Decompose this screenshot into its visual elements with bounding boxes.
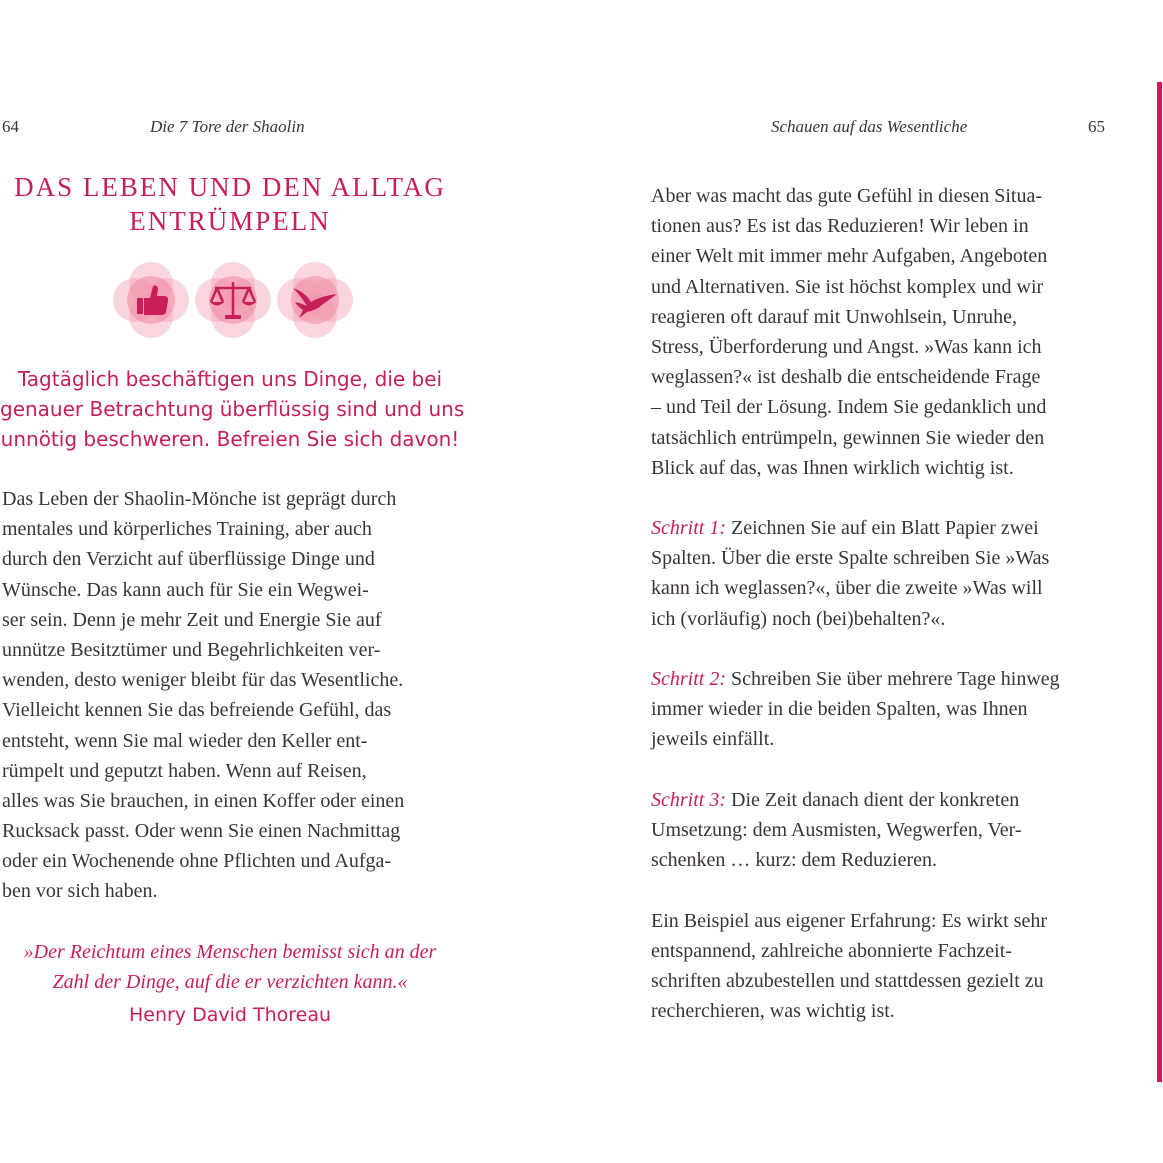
page-edge-accent-bar [1157,82,1162,1082]
step-1-label: Schritt 1: [651,517,726,540]
body-line: einer Welt mit immer mehr Aufgaben, Angeboten [651,245,1048,268]
body-line: mentales und körperliches Training, aber auch [2,518,372,541]
body-line: reagieren oft darauf mit Unwohlsein, Unruhe, [651,305,1017,328]
body-line: Spalten. Über die erste Spalte schreiben Sie »Was [651,547,1050,570]
right-running-head: Schauen auf das Wesentliche [771,117,968,136]
body-line: ich (vorläufig) noch (bei)behalten?«. [651,607,946,630]
intro-line: unnötig beschweren. Befreien Sie sich davon! [0,427,460,451]
quote-line: Zahl der Dinge, auf die er verzichten kann.« [52,971,408,993]
chapter-title-line: DAS LEBEN UND DEN ALLTAG [14,172,446,202]
step-text: Die Zeit danach dient der konkreten [726,788,1020,811]
body-line: und Alternativen. Sie ist höchst komplex und wir [651,275,1044,298]
body-line: Stress, Überforderung und Angst. »Was kann ich [651,335,1042,358]
body-line: schenken … kurz: dem Reduzieren. [651,849,938,872]
step-1-first-line [651,513,1121,543]
intro-line: genauer Betrachtung überflüssig sind und uns [0,397,465,421]
chapter-title [0,170,460,238]
body-line: recherchieren, was wichtig ist. [651,1000,895,1023]
quote-author: Henry David Thoreau [128,1004,332,1026]
chapter-title-line: ENTRÜMPELN [129,206,331,236]
body-line: schriften abzubestellen und stattdessen gezielt zu [651,969,1044,992]
icon-row [113,262,353,338]
body-line: immer wieder in die beiden Spalten, was Ihnen [651,698,1028,721]
body-line: – und Teil der Lösung. Indem Sie gedanklich und [651,396,1047,419]
left-body-text [2,484,462,907]
body-line: Das Leben der Shaolin-Mönche ist geprägt durch [2,488,397,510]
intro-line: Tagtäglich beschäftigen uns Dinge, die bei [17,367,443,391]
thumbs-up-icon [113,262,189,338]
step-text: Schreiben Sie über mehrere Tage hinweg [726,668,1060,690]
body-line: rümpelt und geputzt haben. Wenn auf Reisen, [2,759,367,782]
right-page-number: 65 [1088,117,1105,136]
step-2-first-line [651,664,1121,694]
body-line: Rucksack passt. Oder wenn Sie einen Nachmittag [2,820,401,843]
body-line: unnütze Besitztümer und Begehrlichkeiten ver- [2,638,381,661]
quote-line: »Der Reichtum eines Menschen bemisst sich an der [23,941,437,963]
step-2-label: Schritt 2: [651,668,726,690]
body-line: weglassen?« ist deshalb die entscheidende Frage [651,366,1041,389]
scales-icon [195,262,271,338]
step-3-label: Schritt 3: [651,788,726,811]
left-running-head: Die 7 Tore der Shaolin [150,117,305,136]
right-body-text [651,181,1121,1026]
body-line: Ein Beispiel aus eigener Erfahrung: Es wirkt sehr [651,909,1047,932]
step-text: Zeichnen Sie auf ein Blatt Papier zwei [726,517,1039,540]
body-line: Vielleicht kennen Sie das befreiende Gefühl, das [2,699,392,722]
body-line: entsteht, wenn Sie mal wieder den Keller ent- [2,729,368,752]
quote [0,937,460,997]
body-line: Umsetzung: dem Ausmisten, Wegwerfen, Ver- [651,818,1022,841]
body-line: durch den Verzicht auf überflüssige Dinge und [2,548,375,571]
body-line: kann ich weglassen?«, über die zweite »Was will [651,577,1043,600]
body-line: ser sein. Denn je mehr Zeit und Energie Sie auf [2,608,382,631]
body-line: tatsächlich entrümpeln, gewinnen Sie wieder den [651,426,1045,449]
step-3-first-line [651,785,1121,815]
left-page-number: 64 [2,117,19,136]
body-line: tionen aus? Es ist das Reduzieren! Wir leben in [651,215,1029,238]
body-line: Aber was macht das gute Gefühl in diesen Situa- [651,185,1043,207]
body-line: entspannend, zahlreiche abonnierte Fachzeit- [651,939,1012,962]
body-line: ben vor sich haben. [2,880,158,903]
body-line: oder ein Wochenende ohne Pflichten und Aufga- [2,850,392,873]
body-line: Blick auf das, was Ihnen wirklich wichtig ist. [651,456,1014,479]
bird-icon [277,262,353,338]
body-line: wenden, desto weniger bleibt für das Wesentliche. [2,669,404,692]
body-line: alles was Sie brauchen, in einen Koffer oder einen [2,789,405,812]
body-line: jeweils einfällt. [651,728,775,751]
intro-lead [0,364,465,454]
body-line: Wünsche. Das kann auch für Sie ein Wegwei- [2,578,369,601]
